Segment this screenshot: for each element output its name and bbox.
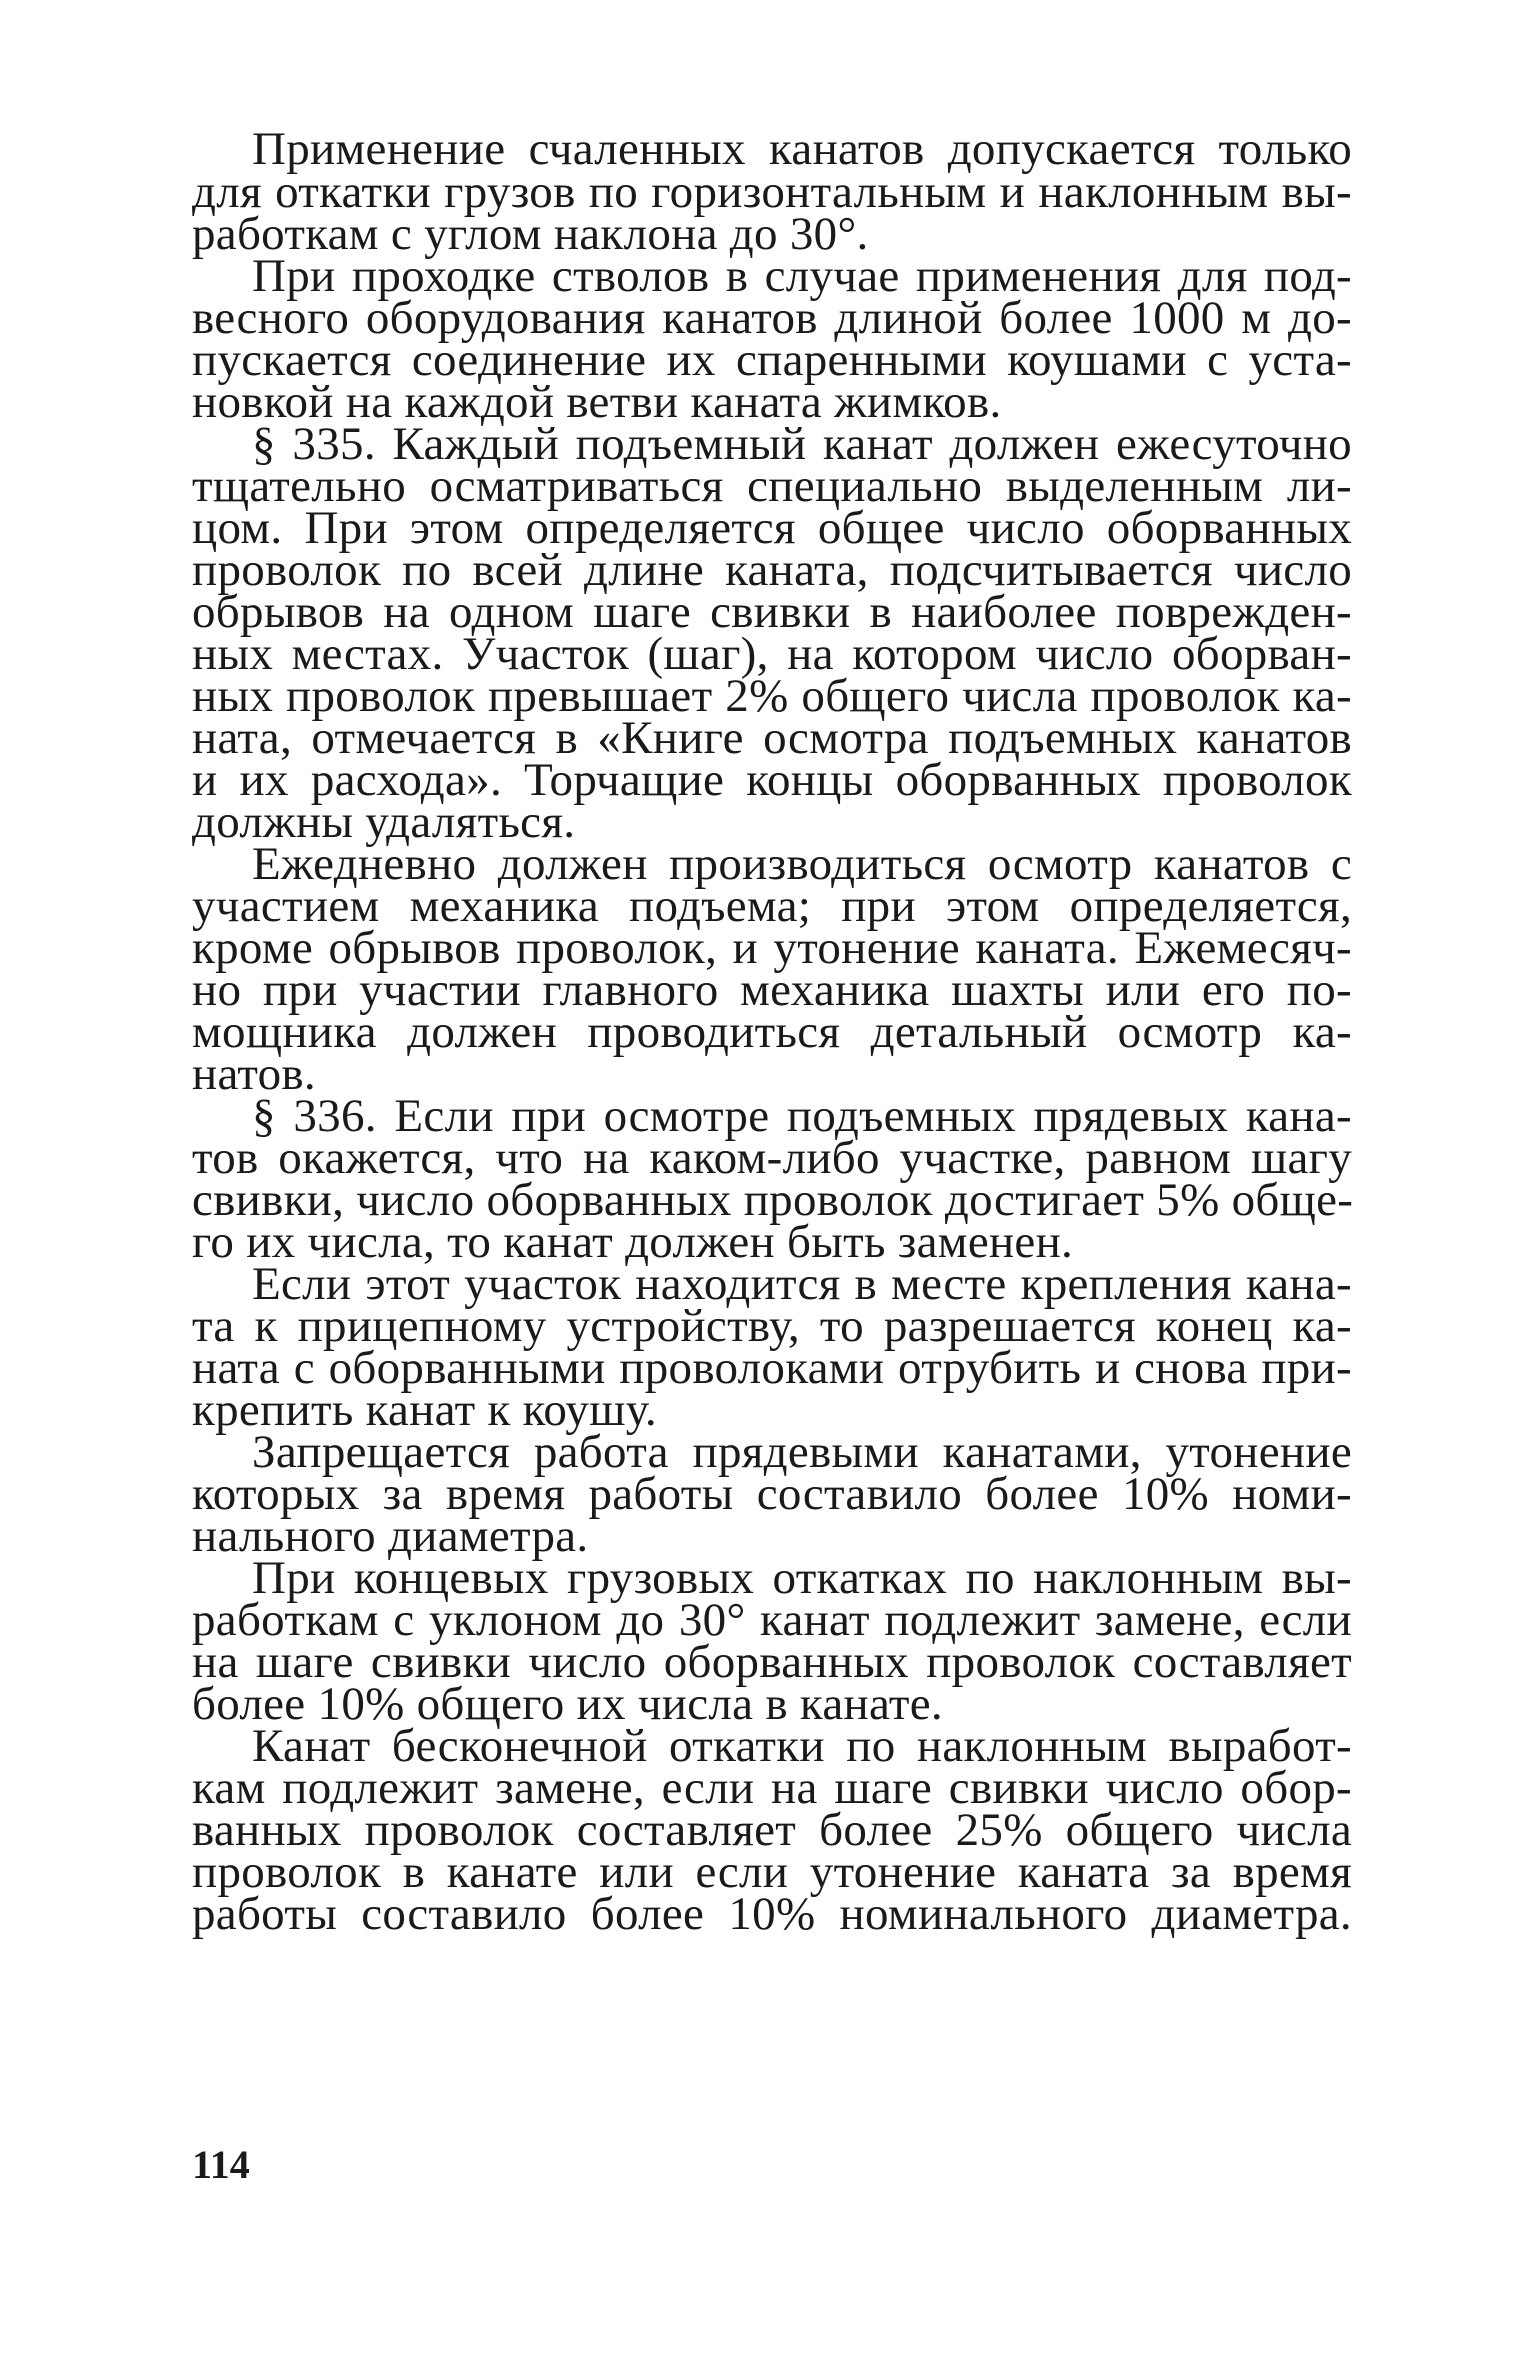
text-line: § 335. Каждый подъемный канат должен ежесуточно: [252, 418, 1352, 470]
text-line: для откатки грузов по горизонтальным и наклонным вы-: [192, 166, 1352, 218]
text-line: кроме обрывов проволок, и утонение каната. Ежемесяч-: [192, 922, 1352, 974]
text-line: свивки, число оборванных проволок достигает 5% обще-: [192, 1174, 1354, 1226]
text-line: При проходке стволов в случае применения для под-: [252, 250, 1352, 302]
text-line: работкам с уклоном до 30° канат подлежит замене, если: [192, 1594, 1352, 1646]
text-line: Если этот участок находится в месте крепления кана-: [252, 1258, 1352, 1310]
text-line: и их расхода». Торчащие концы оборванных проволок: [192, 754, 1352, 806]
text-line: ных проволок превышает 2% общего числа проволок ка-: [192, 670, 1352, 722]
text-line: кам подлежит замене, если на шаге свивки число обор-: [192, 1762, 1352, 1814]
text-line: пускается соединение их спаренными коушами с уста-: [192, 334, 1352, 386]
text-line: проволок по всей длине каната, подсчитывается число: [192, 544, 1352, 596]
text-line: проволок в канате или если утонение каната за время: [192, 1846, 1352, 1898]
text-line: работкам с углом наклона до 30°.: [192, 208, 869, 260]
text-line: цом. При этом определяется общее число оборванных: [192, 502, 1352, 554]
text-line: тщательно осматриваться специально выделенным ли-: [192, 460, 1352, 512]
text-line: нального диаметра.: [192, 1510, 589, 1562]
text-line: более 10% общего их числа в канате.: [192, 1678, 943, 1730]
text-line: го их числа, то канат должен быть заменен.: [192, 1216, 1074, 1268]
text-line: § 336. Если при осмотре подъемных прядевых кана-: [252, 1090, 1352, 1142]
text-line: на шаге свивки число оборванных проволок составляет: [192, 1636, 1352, 1688]
text-line: ната, отмечается в «Книге осмотра подъемных канатов: [192, 712, 1352, 764]
text-line: обрывов на одном шаге свивки в наиболее поврежден-: [192, 586, 1352, 638]
text-line: натов.: [192, 1048, 316, 1100]
text-line: которых за время работы составило более 10% номи-: [192, 1468, 1352, 1520]
text-line: тов окажется, что на каком-либо участке, равном шагу: [192, 1132, 1352, 1184]
text-line: та к прицепному устройству, то разрешается конец ка-: [192, 1300, 1352, 1352]
text-line: Ежедневно должен производиться осмотр канатов с: [252, 838, 1352, 890]
text-line: участием механика подъема; при этом определяется,: [192, 880, 1352, 932]
page-number: 114: [192, 2142, 250, 2187]
text-line: Запрещается работа прядевыми канатами, утонение: [252, 1426, 1352, 1478]
text-line: Применение счаленных канатов допускается только: [252, 123, 1352, 175]
text-line: ных местах. Участок (шаг), на котором число оборван-: [192, 628, 1352, 680]
text-line: новкой на каждой ветви каната жимков.: [192, 376, 1002, 428]
text-line: ната с оборванными проволоками отрубить и снова при-: [192, 1342, 1352, 1394]
text-line: работы составило более 10% номинального диаметра.: [192, 1888, 1352, 1940]
text-line: крепить канат к коушу.: [192, 1384, 657, 1436]
text-line: мощника должен проводиться детальный осмотр ка-: [192, 1006, 1352, 1058]
text-line: При концевых грузовых откатках по наклонным вы-: [252, 1552, 1352, 1604]
text-line: Канат бесконечной откатки по наклонным выработ-: [252, 1720, 1352, 1772]
text-line: ванных проволок составляет более 25% общего числа: [192, 1804, 1352, 1856]
text-line: должны удаляться.: [192, 796, 576, 848]
text-line: но при участии главного механика шахты или его по-: [192, 964, 1352, 1016]
text-line: весного оборудования канатов длиной более 1000 м до-: [192, 292, 1352, 344]
